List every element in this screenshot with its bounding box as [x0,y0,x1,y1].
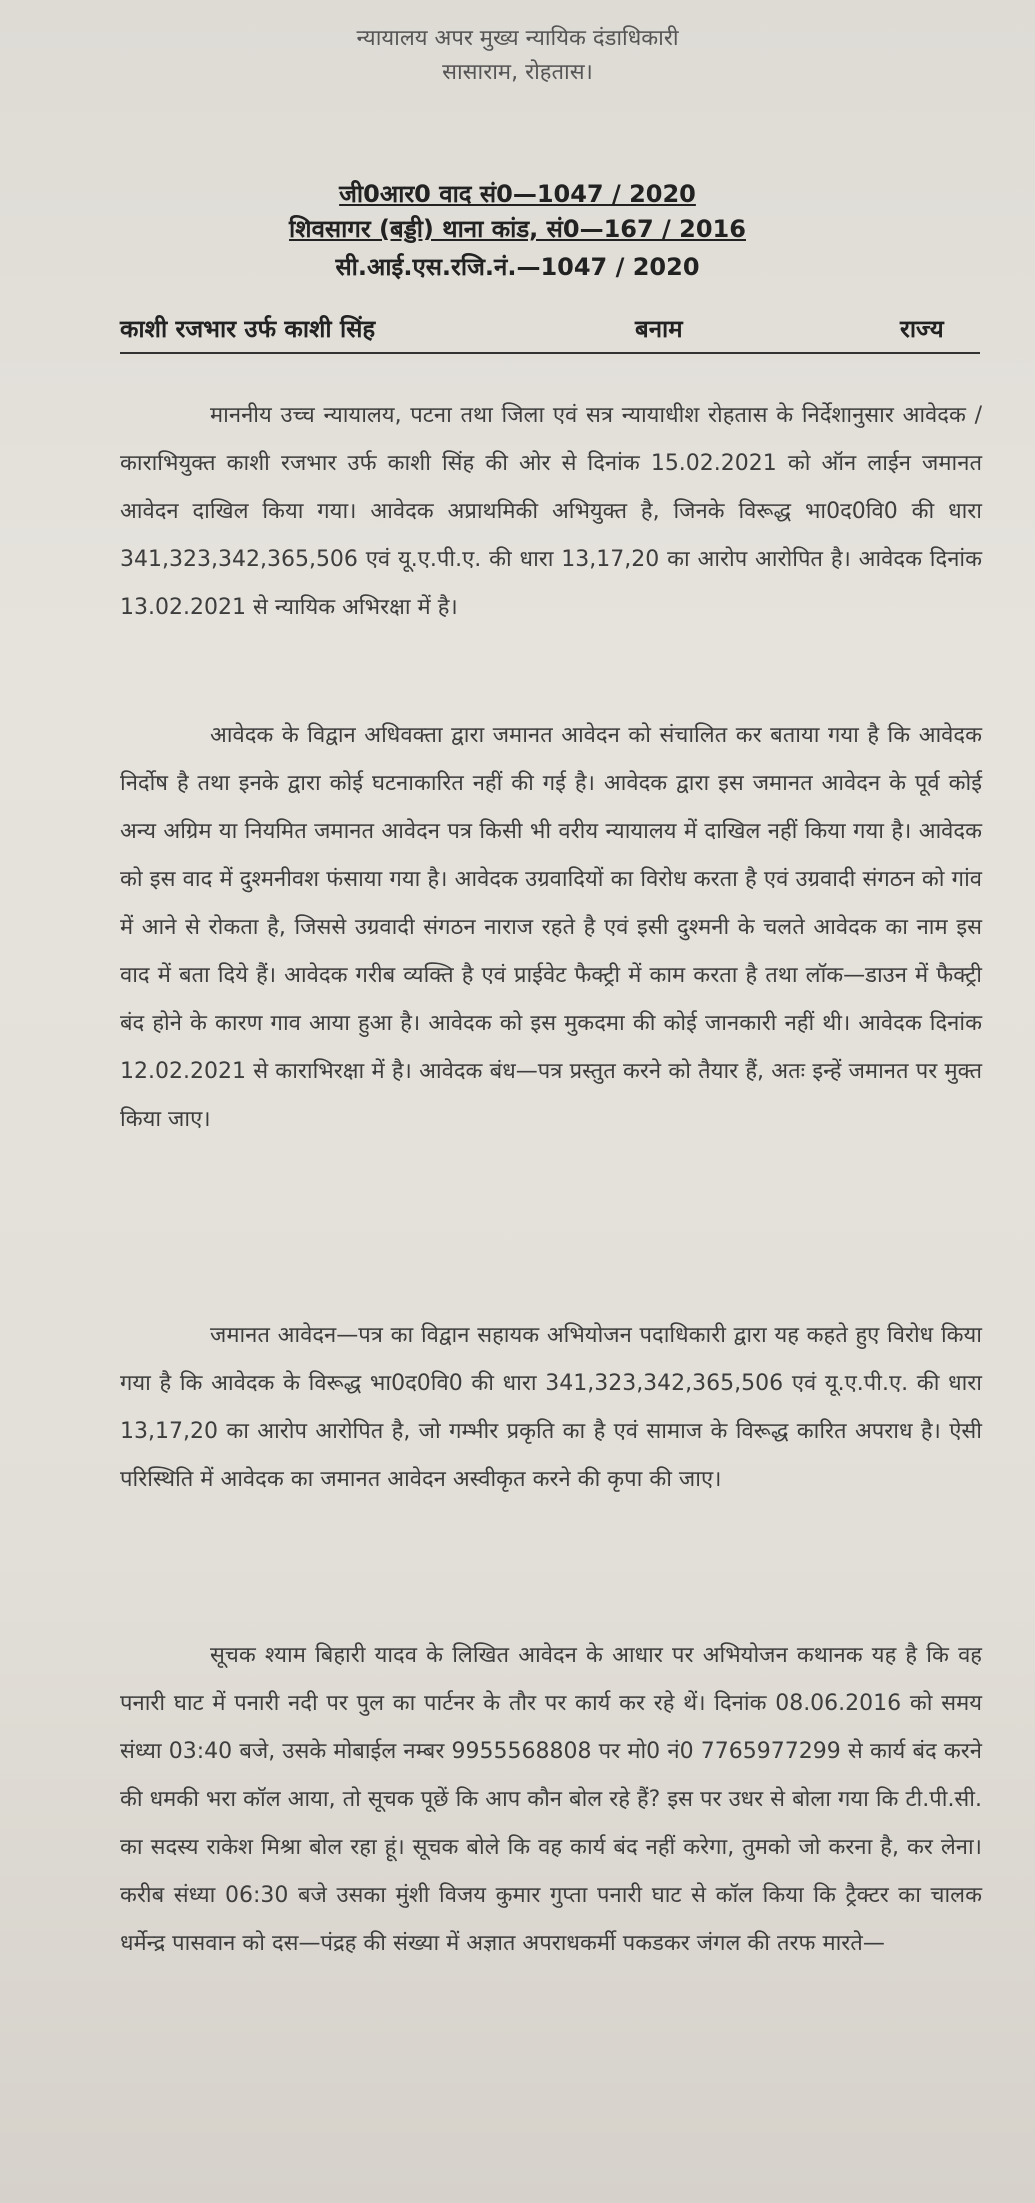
police-case-number: शिवसागर (बड्डी) थाना कांड, सं0—167 / 2016 [289,215,746,243]
paragraph-4: सूचक श्याम बिहारी यादव के लिखित आवेदन के आधार पर अभियोजन कथानक यह है कि वह पनारी घाट में पनारी नदी पर पुल का पार्टनर के तौर पर कार्य कर रहे थें। दिनांक 08.06.2016 को समय संध्या 03:40 बजे, उसके मोबाईल नम्बर 9955568808 पर मो0 नं0 7765977299 से कार्य बंद करने की धमकी भरा कॉल आया, तो सूचक पूछें कि आप कौन बोल रहे हैं? इस पर उधर से बोला गया कि टी.पी.सी. का सदस्य राकेश मिश्रा बोल रहा हूं। सूचक बोले कि वह कार्य बंद नहीं करेगा, तुमको जो करना है, कर लेना। करीब संध्या 06:30 बजे उसका मुंशी विजय कुमार गुप्ता पनारी घाट से कॉल किया कि ट्रैक्टर का चालक धर्मेन्द्र पासवान को दस—पंद्रह की संख्या में अज्ञात अपराधकर्मी पकडकर जंगल की तरफ मारते— [120,1643,982,1956]
paragraph-2: आवेदक के विद्वान अधिवक्ता द्वारा जमानत आवेदन को संचालित कर बताया गया है कि आवेदक निर्दोष है तथा इनके द्वारा कोई घटनाकारित नहीं की गई है। आवेदक द्वारा इस जमानत आवेदन के पूर्व कोई अन्य अग्रिम या नियमित जमानत आवेदन पत्र किसी भी वरीय न्यायालय में दाखिल नहीं किया गया है। आवेदक को इस वाद में दुश्मनीवश फंसाया गया है। आवेदक उग्रवादियों का विरोध करता है एवं उग्रवादी संगठन को गांव में आने से रोकता है, जिससे उग्रवादी संगठन नाराज रहते है एवं इसी दुश्मनी के चलते आवेदक का नाम इस वाद में बता दिये हैं। आवेदक गरीब व्यक्ति है एवं प्राईवेट फैक्ट्री में काम करता है तथा लॉक—डाउन में फैक्ट्री बंद होने के कारण गाव आया हुआ है। आवेदक को इस मुकदमा की कोई जानकारी नहीं थी। आवेदक दिनांक 12.02.2021 से काराभिरक्षा में है। आवेदक बंध—पत्र प्रस्तुत करने को तैयार हैं, अतः इन्हें जमानत पर मुक्त किया जाए। [120,723,982,1132]
court-name: न्यायालय अपर मुख्य न्यायिक दंडाधिकारी [356,26,679,51]
gr-case-number: जी0आर0 वाद सं0—1047 / 2020 [339,180,696,208]
petitioner-name: काशी रजभार उर्फ काशी सिंह [120,315,376,343]
court-location: सासाराम, रोहतास। [442,60,593,85]
paragraph-3: जमानत आवेदन—पत्र का विद्वान सहायक अभियोजन पदाधिकारी द्वारा यह कहते हुए विरोध किया गया है कि आवेदक के विरूद्ध भा0द0वि0 की धारा 341,323,342,365,506 एवं यू.ए.पी.ए. की धारा 13,17,20 का आरोप आरोपित है, जो गम्भीर प्रकृति का है एवं सामाज के विरूद्ध कारित अपराध है। ऐसी परिस्थिति में आवेदक का जमानत आवेदन अस्वीकृत करने की कृपा की जाए। [120,1323,982,1492]
versus-label: बनाम [635,315,683,343]
case-parties [120,312,980,354]
paragraph-1: माननीय उच्च न्यायालय, पटना तथा जिला एवं सत्र न्यायाधीश रोहतास के निर्देशानुसार आवेदक / काराभियुक्त काशी रजभार उर्फ काशी सिंह की ओर से दिनांक 15.02.2021 को ऑन लाईन जमानत आवेदन दाखिल किया गया। आवेदक अप्राथमिकी अभियुक्त है, जिनके विरूद्ध भा0द0वि0 की धारा 341,323,342,365,506 एवं यू.ए.पी.ए. की धारा 13,17,20 का आरोप आरोपित है। आवेदक दिनांक 13.02.2021 से न्यायिक अभिरक्षा में है। [120,403,982,620]
respondent-name: राज्य [900,315,944,343]
cis-registration-number: सी.आई.एस.रजि.नं.—1047 / 2020 [335,253,700,281]
